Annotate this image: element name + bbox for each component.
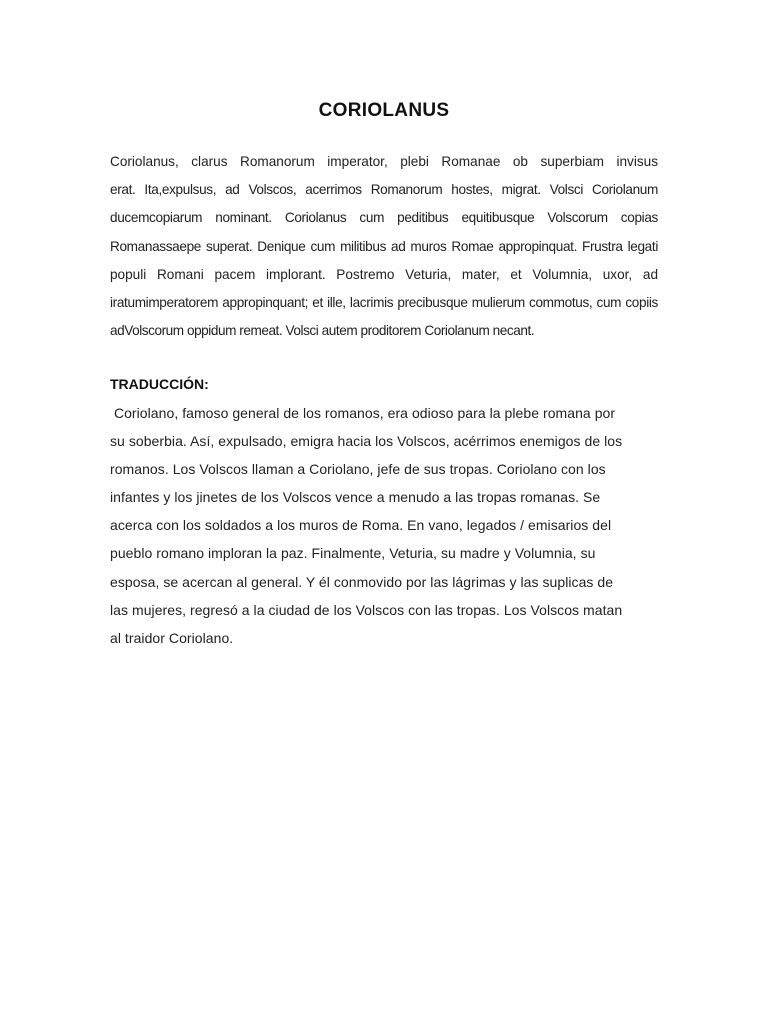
- translation-line: pueblo romano imploran la paz. Finalmente, Veturia, su madre y Volumnia, su: [110, 545, 596, 562]
- translation-paragraph: [110, 399, 658, 652]
- translation-line: al traidor Coriolano.: [110, 629, 234, 646]
- translation-line: su soberbia. Así, expulsado, emigra hacia los Volscos, acérrimos enemigos de los: [110, 433, 623, 450]
- translation-line: acerca con los soldados a los muros de Roma. En vano, legados / emisarios del: [110, 517, 612, 534]
- translation-line: Coriolano, famoso general de los romanos, era odioso para la plebe romana por: [110, 405, 616, 421]
- latin-line: adVolscorum oppidum remeat. Volsci autem proditorem Coriolanum necant.: [110, 323, 535, 339]
- translation-line: esposa, se acercan al general. Y él conmovido por las lágrimas y las suplicas de: [110, 573, 614, 590]
- latin-line: Romanassaepe superat. Denique cum militibus ad muros Romae appropinquat. Frustra legati: [110, 238, 658, 254]
- translation-line: infantes y los jinetes de los Volscos vence a menudo a las tropas romanas. Se: [110, 489, 601, 506]
- latin-paragraph: [110, 148, 658, 345]
- latin-line: iratumimperatorem appropinquant; et ille, lacrimis precibusque mulierum commotus, cum copiis: [110, 295, 658, 311]
- latin-line: erat. Ita,expulsus, ad Volscos, acerrimos Romanorum hostes, migrat. Volsci Coriolanum: [110, 182, 658, 198]
- latin-line: Coriolanus, clarus Romanorum imperator, plebi Romanae ob superbiam invisus: [110, 154, 658, 169]
- latin-line: populi Romani pacem implorant. Postremo Veturia, mater, et Volumnia, uxor, ad: [110, 266, 658, 282]
- document-title: CORIOLANUS: [318, 100, 450, 121]
- translation-line: romanos. Los Volscos llaman a Coriolano, jefe de sus tropas. Coriolano con los: [110, 461, 606, 478]
- translation-line: las mujeres, regresó a la ciudad de los Volscos con las tropas. Los Volscos matan: [110, 601, 623, 618]
- translation-heading: TRADUCCIÓN:: [110, 376, 209, 392]
- latin-line: ducemcopiarum nominant. Coriolanus cum peditibus equitibusque Volscorum copias: [110, 210, 658, 226]
